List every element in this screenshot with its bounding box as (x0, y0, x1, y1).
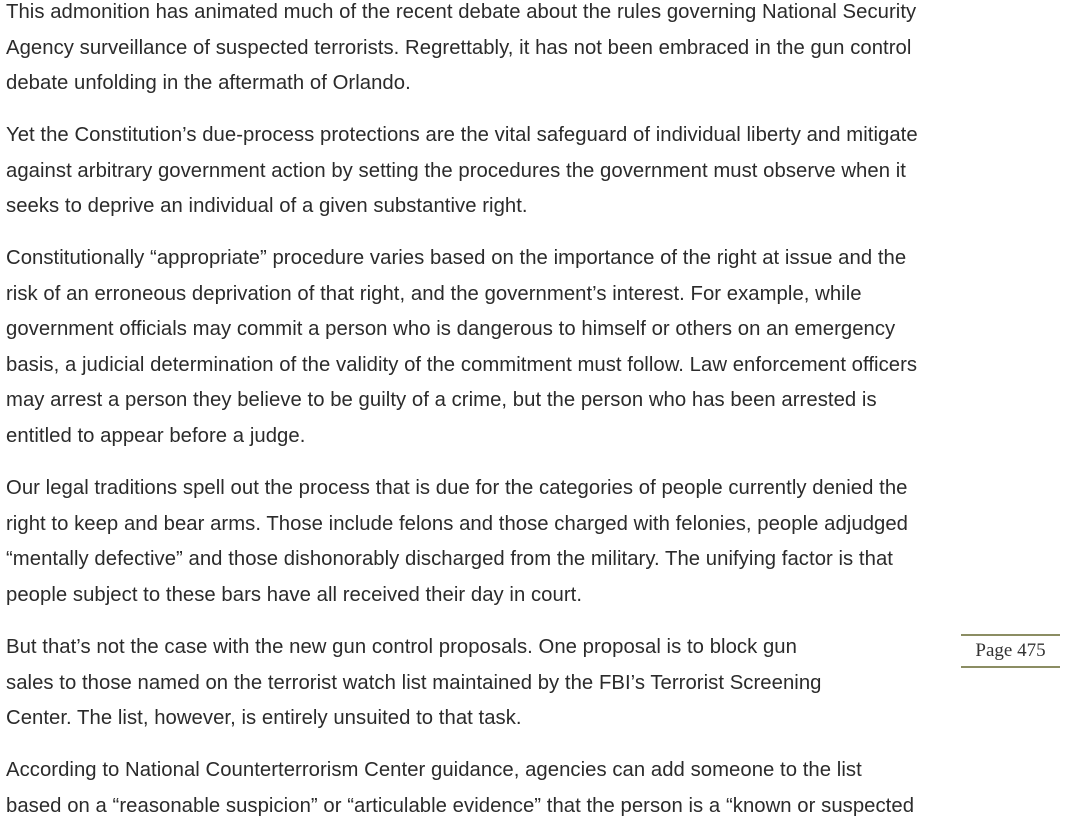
page-number-marker: Page 475 (961, 634, 1060, 668)
article-paragraph-5: But that’s not the case with the new gun control proposals. One proposal is to block gun sales to those named on the terrorist watch list maintained by the FBI’s Terrorist Screening Center. The list, however, is entirely unsuited to that task. (6, 636, 822, 729)
article-paragraph-4: Our legal traditions spell out the process that is due for the categories of people currently denied the right to keep and bear arms. Those include felons and those charged with felonies, people adjudged “mentally defective” and those dishonorably discharged from the military. The unifying factor is that people subject to these bars have all received their day in court. (6, 477, 909, 606)
article-paragraph-1: This admonition has animated much of the recent debate about the rules governing National Security Agency surveillance of suspected terrorists. Regrettably, it has not been embraced in the gun control debate unfolding in the aftermath of Orlando. (6, 1, 917, 94)
article-paragraph-3: Constitutionally “appropriate” procedure varies based on the importance of the right at issue and the risk of an erroneous deprivation of that right, and the government’s interest. For example, while government officials may commit a person who is dangerous to himself or others on an emergency basis, a judicial determination of the validity of the commitment must follow. Law enforcement officers may arrest a person they believe to be guilty of a crime, but the person who has been arrested is entitled to appear before a judge. (6, 247, 918, 447)
article-paragraph-2: Yet the Constitution’s due-process protections are the vital safeguard of individual liberty and mitigate against arbitrary government action by setting the procedures the government must observe when it seeks to deprive an individual of a given substantive right. (6, 124, 918, 217)
article-paragraph-6: According to National Counterterrorism Center guidance, agencies can add someone to the list based on a “reasonable suspicion” or “articulable evidence” that the person is a “known or suspected (6, 759, 915, 817)
